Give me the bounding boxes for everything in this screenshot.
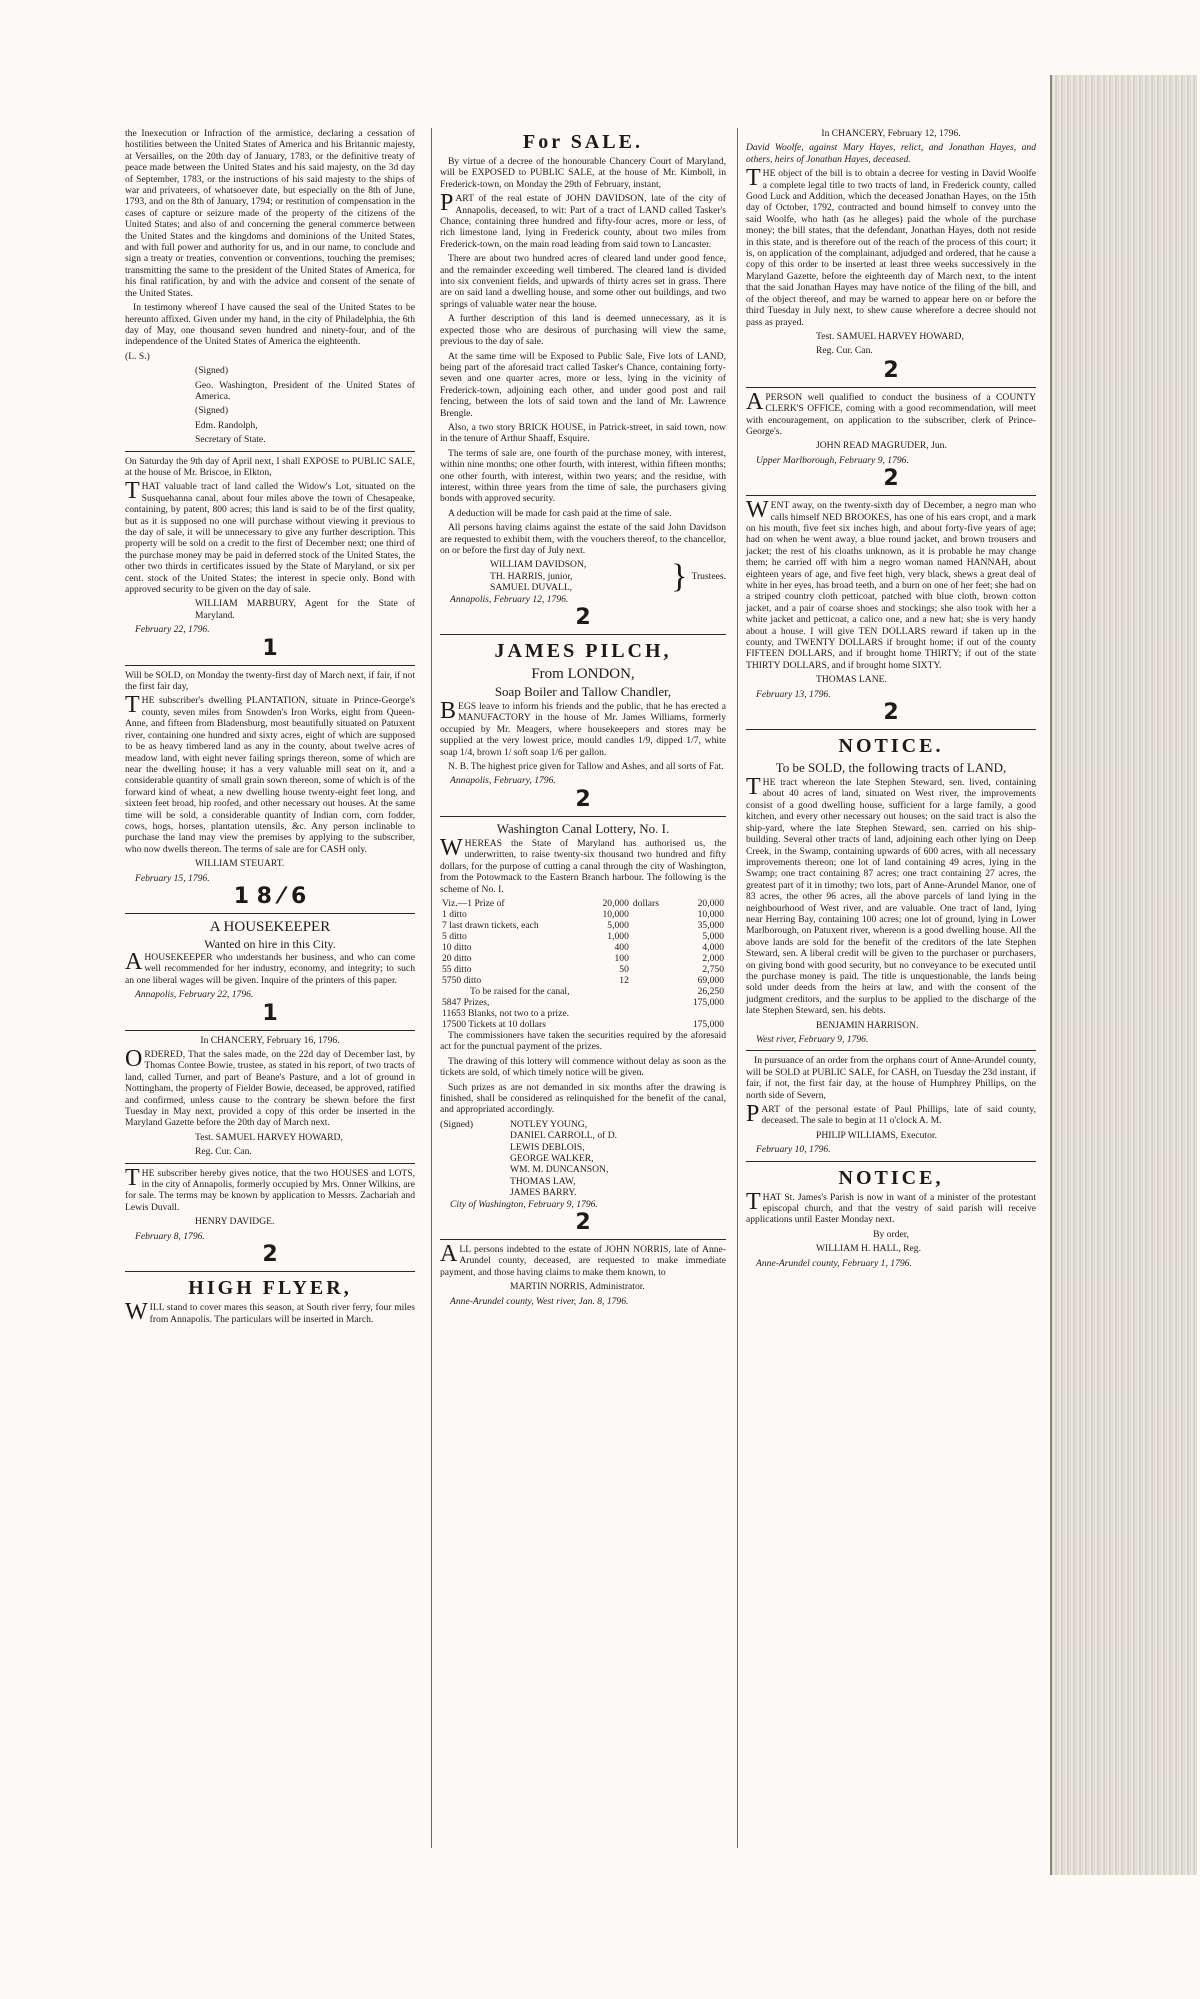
- chancery2-parties: David Woolfe, against Mary Hayes, relict, and Jonathan Hayes, and others, heirs of Jonathan Hayes, deceased.: [746, 142, 1036, 165]
- scheme-each: 12: [619, 974, 629, 986]
- lottery-title: Washington Canal Lottery, No. I.: [496, 820, 670, 836]
- signer-washington: Geo. Washington, President of the United States of America.: [195, 379, 415, 402]
- raised-value: 26,250: [697, 985, 724, 997]
- runaway-signer: THOMAS LANE.: [816, 674, 887, 686]
- notice2-signer: WILLIAM H. HALL, Reg.: [816, 1243, 921, 1255]
- scheme-total: 10,000: [697, 908, 724, 920]
- commissioner-name: GEORGE WALKER,: [510, 1152, 594, 1164]
- lottery-body-2: The commissioners have taken the securities required by the aforesaid act for the punctual payment of the prizes.: [440, 1029, 726, 1053]
- lottery-body: WHEREAS the State of Maryland has authorised us, the underwritten, to raise twenty-six thousand two hundred and fifty dollars, for the purpose of cutting a canal through the city of Washington, from the Potowmack to the Eastern Branch harbour. The following is the scheme of No. I.: [440, 834, 726, 895]
- for-sale-intro: By virtue of a decree of the honourable Chancery Court of Maryland, will be EXPOSED to PUBLIC SALE, at the house of Mr. Kimboll, in Frederick-town, on Monday the 29th of February, instant,: [440, 156, 726, 190]
- ad-housekeeper: [125, 918, 415, 1025]
- scheme-label: 1 ditto: [442, 908, 467, 920]
- scheme-unit: [631, 975, 675, 986]
- orphans-intro: In pursuance of an order from the orphans court of Anne-Arundel county, will be SOLD at PUBLIC SALE, for CASH, on Tuesday the 23d instant, if fair, if not, the first fair day, at the house of Humphrey Phillips, on the north side of Severn,: [746, 1055, 1036, 1101]
- commissioner-name: LEWIS DEBLOIS,: [510, 1141, 585, 1153]
- scheme-each: 400: [614, 941, 629, 953]
- lottery-scheme-row: [440, 909, 726, 920]
- for-sale-body-7: A deduction will be made for cash paid at the time of sale.: [448, 507, 672, 519]
- for-sale-body-5: Also, a two story BRICK HOUSE, in Patrick-street, in said town, now in the tenure of Arthur Shaaff, Esquire.: [440, 421, 726, 445]
- high-flyer-title: HIGH FLYER,: [188, 1277, 352, 1300]
- lottery-scheme-row: [440, 920, 726, 931]
- right-column: [737, 128, 1036, 1848]
- notice1-subtitle: To be SOLD, the following tracts of LAND,: [775, 760, 1007, 776]
- left-column: [125, 128, 415, 1848]
- divider: [125, 913, 415, 914]
- scheme-label: 5 ditto: [442, 930, 467, 942]
- scheme-each: 20,000: [602, 897, 629, 909]
- ad-high-flyer: [125, 1276, 415, 1325]
- ad-notice-steward: [746, 734, 1036, 1045]
- scheme-unit: [631, 953, 675, 964]
- for-sale-body-6: The terms of sale are, one fourth of the purchase money, with interest, within nine months; one other fourth, with interest, within fifteen months; one other fourth, with interest, within two years; and the residue, with interest, within three years from the time of sale, the purchasers giving bonds with approved security.: [440, 447, 726, 505]
- scheme-unit: [631, 942, 675, 953]
- commissioner-name: THOMAS LAW,: [510, 1175, 576, 1187]
- scheme-total: 5,000: [702, 930, 724, 942]
- commissioner-list: [500, 1119, 726, 1199]
- trustee-name: TH. HARRIS, junior,: [490, 570, 573, 582]
- widows-lot-date: February 22, 1796.: [135, 624, 210, 636]
- notice1-signer: BENJAMIN HARRISON.: [816, 1019, 919, 1031]
- norris-date: Anne-Arundel county, West river, Jan. 8, 1796.: [450, 1295, 629, 1307]
- pilch-mark: 2: [575, 786, 591, 812]
- brace-glyph: }: [671, 557, 688, 595]
- widows-lot-intro: On Saturday the 9th day of April next, I shall EXPOSE to PUBLIC SALE, at the house of Mr. Briscoe, in Elkton,: [125, 455, 415, 478]
- prizes-label: 5847 Prizes,: [442, 996, 490, 1008]
- divider: [746, 387, 1036, 388]
- plantation-body: THE subscriber's dwelling PLANTATION, situate in Prince-George's county, seven miles from Snowden's Iron Works, eight from Queen-Anne, and fifteen from Bladensburg, most beautifully situated on Patuxent river, containing one hundred and sixty acres, eight of which are supposed to be as heavy timbered land as any in the county, about twelve acres of meadow land, with eight never failing springs thereon, some of which are near the dwelling house; it has a very valuable mill seat on it, and a considerable quantity of small grain sown thereon, some of which is of the forward kind of wheat, a new dwelling house twenty-eight feet long, and sixteen feet broad, hip roofed, and other necessary out houses. At the same time will be sold, a considerable quantity of Indian corn, corn fodder, cows, hogs, horses, plantation utensils, &c. Any person inclinable to purchase the land may view the premises by applying to the subscriber, who now dwells thereon. The terms of sale are for CASH only.: [125, 692, 415, 855]
- scheme-total: 2,000: [702, 952, 724, 964]
- lottery-scheme-row: [440, 931, 726, 942]
- trustees-label: Trustees.: [691, 570, 726, 582]
- scheme-label: 55 ditto: [442, 963, 472, 975]
- scheme-each: 1,000: [607, 930, 629, 942]
- for-sale-body-3: A further description of this land is deemed unnecessary, as it is expected those who are desirous of purchasing will view the same, previous to the day of sale.: [440, 313, 726, 348]
- divider: [440, 634, 726, 635]
- lottery-prizes-row: [440, 997, 726, 1008]
- pilch-nb: N. B. The highest price given for Tallow and Ashes, and all sorts of Fat.: [448, 761, 724, 773]
- scheme-unit: [631, 909, 675, 920]
- scheme-each: 5,000: [607, 919, 629, 931]
- commissioner-name: NOTLEY YOUNG,: [510, 1118, 588, 1130]
- housekeeper-subtitle: Wanted on hire in this City.: [204, 936, 336, 951]
- lottery-scheme-row: [440, 942, 726, 953]
- for-sale-body-8: All persons having claims against the estate of the said John Davidson are requested to exhibit them, with the vouchers thereof, to the chancellor, on or before the first day of July next.: [440, 522, 726, 556]
- runaway-body: WENT away, on the twenty-sixth day of December, a negro man who calls himself NED BROOKES, has one of his ears cropt, and a mark on his mouth, five feet six inches high, and about forty-five years of age; had on when he went away, a blue round jacket, and brown trousers and jacket; the rest of his cloaths unknown, as it is probable he may change them; he carried off with him a negro woman named HANNAH, about eighteen years of age, and five feet high, very black, shews a great deal of white in her eyes, has broad teeth, and a burn on one of her feet; she had on a striped country cloth petticoat, patched with blue cloth, brown cotton jacket, and a pair of coarse shoes and stockings; she also took with her a white jacket and petticoat, a calico one, and a new hat; she is very handy about a house. I will give TEN DOLLARS reward if taken up in the county, and TWENTY DOLLARS if brought home; if out of the county FIFTEEN DOLLARS, and if brought home THIRTY; if out of the state THIRTY DOLLARS, and if brought home SIXTY.: [746, 497, 1036, 671]
- chancery1-body: ORDERED, That the sales made, on the 22d day of December last, by Thomas Contee Bowie, trustee, as stated in his report, of two tracts of land, called Turner, and part of Beane's Pasture, and a lot of ground in Nottingham, the property of Fielder Bowie, deceased, be approved, ratified and confirmed, unless cause to the contrary be shewn before the first Tuesday in May next, provided a copy of this order be inserted in the Maryland Gazette before the 20th day of March next.: [125, 1046, 415, 1129]
- clerk-mark: 2: [883, 466, 899, 492]
- pilch-date: Annapolis, February, 1796.: [450, 775, 556, 787]
- scheme-total: 69,000: [697, 974, 724, 986]
- orphans-date: February 10, 1796.: [756, 1144, 831, 1156]
- chancery1-signer: Test. SAMUEL HARVEY HOWARD,: [195, 1131, 343, 1143]
- scheme-total: 35,000: [697, 919, 724, 931]
- commissioner-name: JAMES BARRY.: [510, 1187, 577, 1199]
- prizes-total: 175,000: [692, 996, 724, 1008]
- commissioners-block: [440, 1119, 726, 1199]
- raised-label: To be raised for the canal,: [470, 985, 570, 997]
- housekeeper-body: AHOUSEKEEPER who understands her business, and who can come well recommended for her industry, economy, and integrity; to such an one liberal wages will be given. Inquire of the printers of this paper.: [125, 948, 415, 986]
- trustee-name: WILLIAM DAVIDSON,: [490, 559, 587, 571]
- scheme-label: 5750 ditto: [442, 974, 482, 986]
- plantation-date: February 15, 1796.: [135, 872, 210, 884]
- ad-chancery-bowie: [125, 1035, 415, 1158]
- lottery-body-4: Such prizes as are not demanded in six months after the drawing is finished, shall be considered as relinquished for the benefit of the canal, and appropriated accordingly.: [440, 1081, 726, 1116]
- lottery-scheme-row: [440, 964, 726, 975]
- chancery2-signer-title: Reg. Cur. Can.: [816, 345, 873, 357]
- lottery-blanks-row: [440, 1008, 726, 1019]
- pilch-title: JAMES PILCH,: [494, 640, 672, 663]
- lottery-scheme-row: [440, 953, 726, 964]
- chancery2-mark: 2: [883, 357, 899, 383]
- ad-canal-lottery: [440, 821, 726, 1234]
- ad-houses-lots: [125, 1164, 415, 1268]
- notice1-title: NOTICE.: [838, 735, 944, 758]
- lottery-body-3: The drawing of this lottery will commence without delay as soon as the tickets are sold, of which timely notice will be given.: [440, 1055, 726, 1079]
- lottery-tickets-row: [440, 1019, 726, 1030]
- middle-column: [431, 128, 726, 1848]
- divider: [125, 1271, 415, 1272]
- widows-lot-body: THAT valuable tract of land called the Widow's Lot, situated on the Susquehanna canal, about four miles above the town of Chesapeake, containing, by patent, 800 acres; this land is said to be of the first quality, but as it is supposed no one will purchase without viewing it previous to the day of sale, it will be unnecessary to give any further description. This property will be sold on a credit to the first of December next; one third of the purchase money may be paid in deferred stock of the United States, the other two thirds in certificates issued by the State of Maryland, or six per cent. stock of the United States; the interest in specie only. Bond with approved security to be given on the day of sale.: [125, 478, 415, 596]
- houses-lots-signer: HENRY DAVIDGE.: [195, 1216, 275, 1228]
- runaway-mark: 2: [883, 700, 899, 726]
- lottery-scheme-table: [440, 898, 726, 1030]
- ad-widows-lot: [125, 456, 415, 660]
- notice2-title: NOTICE,: [838, 1166, 944, 1189]
- ad-notice-st-james: [746, 1166, 1036, 1269]
- chancery2-body: THE object of the bill is to obtain a decree for vesting in David Woolfe a complete legal title to two tracts of land, in Frederick county, called Good Luck and Addition, which the deceased Jonathan Hayes, on the 15th day of October, 1792, contracted and bound himself to convey unto the said Woolfe, who hath (as he alleges) paid the whole of the purchase money; the bill states, that the defendant, Jonathan Hayes, doth not reside in this state, and is therefore out of the reach of the process of this court; it is, on application of the complainant, adjudged and ordered, that he cause a copy of this order to be inserted at least three weeks successively in the Maryland Gazette, before the eighteenth day of March next, to the intent that the said Jonathan Hayes may have notice of the filing of the bill, and of the object thereof, and may be warned to appear here on or before the third Tuesday in July next, to shew cause wherefore a decree should not pass as prayed.: [746, 165, 1036, 328]
- divider: [125, 665, 415, 666]
- ad-norris-estate: [440, 1241, 726, 1307]
- trustee-name: SAMUEL DUVALL,: [490, 582, 573, 594]
- chancery1-heading: In CHANCERY, February 16, 1796.: [200, 1034, 340, 1046]
- commissioner-name: WM. M. DUNCANSON,: [510, 1164, 609, 1176]
- seal-mark: (L. S.): [125, 350, 150, 362]
- proclamation-testimony: In testimony whereof I have caused the seal of the United States to be hereunto affixed. Given under my hand, in the city of Philadelphia, the 6th day of May, one thousand seven hundred and ninety-four, and of the independence of the United States of America the eighteenth.: [125, 302, 415, 348]
- scheme-unit: [631, 964, 675, 975]
- for-sale-mark: 2: [575, 605, 591, 631]
- scheme-each: 100: [614, 952, 629, 964]
- scheme-label: 20 ditto: [442, 952, 472, 964]
- divider: [746, 495, 1036, 496]
- newspaper-page: [125, 128, 1045, 1848]
- plantation-mark: 1 8 ⁄ 6: [233, 883, 307, 909]
- widows-lot-mark: 1: [262, 635, 278, 661]
- divider: [440, 816, 726, 817]
- ad-orphans-court: [746, 1055, 1036, 1155]
- scheme-label: 7 last drawn tickets, each: [442, 919, 539, 931]
- scheme-each: 10,000: [602, 908, 629, 920]
- for-sale-date: Annapolis, February 12, 1796.: [450, 593, 569, 605]
- pilch-body: BEGS leave to inform his friends and the public, that he has erected a MANUFACTORY in the house of Mr. James Williams, formerly occupied by Mr. Meagers, where housekeepers and stores may be supplied at the very lowest price, mould candles 1/9, dipped 1/7, white soap 1/4, brown 1/ soft soap 1/6 per gallon.: [440, 698, 726, 758]
- commissioner-name: DANIEL CARROLL, of D.: [510, 1130, 618, 1142]
- divider: [125, 1030, 415, 1031]
- notice2-by-order: By order,: [873, 1228, 909, 1240]
- for-sale-body-1: PART of the real estate of JOHN DAVIDSON, late of the city of Annapolis, deceased, to wit: Part of a tract of LAND called Tasker's Chance, containing three hundred and fifty-four acres, more or less, of rich limestone land, lying in Frederick county, about two miles from Frederick-town, on the main road leading from said town to Lancaster.: [440, 190, 726, 250]
- notice2-body: THAT St. James's Parish is now in want of a minister of the protestant episcopal church, and that the vestry of said parish will receive applications until Easter Monday next.: [746, 1188, 1036, 1226]
- clerk-body: APERSON well qualified to conduct the business of a COUNTY CLERK'S OFFICE, coming with a good recommendation, will meet with encouragement, on application to the subscriber, clerk of Prince-George's.: [746, 388, 1036, 437]
- runaway-date: February 13, 1796.: [756, 688, 831, 700]
- lottery-date: City of Washington, February 9, 1796.: [450, 1198, 598, 1210]
- book-binding-edge: [1050, 75, 1197, 1875]
- for-sale-title: For SALE.: [523, 131, 643, 153]
- plantation-intro: Will be SOLD, on Monday the twenty-first day of March next, if fair, if not the first fair day,: [125, 669, 415, 693]
- norris-body: ALL persons indebted to the estate of JOHN NORRIS, late of Anne-Arundel county, deceased, are requested to make immediate payment, and those having claims to make them known, to: [440, 1241, 726, 1278]
- divider: [746, 1050, 1036, 1051]
- divider: [746, 729, 1036, 730]
- scheme-unit: dollars: [632, 897, 659, 909]
- pilch-subtitle: From LONDON,: [531, 666, 635, 683]
- chancery1-signer-title: Reg. Cur. Can.: [195, 1146, 252, 1158]
- signed-label-2: (Signed): [195, 405, 229, 417]
- orphans-signer: PHILIP WILLIAMS, Executor.: [816, 1129, 937, 1141]
- orphans-body: PART of the personal estate of Paul Phillips, late of said county, deceased. The sale to begin at 11 o'clock A. M.: [746, 1101, 1036, 1128]
- ad-runaway: [746, 497, 1036, 726]
- high-flyer-body: WILL stand to cover mares this season, at South river ferry, four miles from Annapolis. The particulars will be inserted in March.: [125, 1299, 415, 1326]
- ad-chancery-woolfe: [746, 128, 1036, 382]
- clerk-date: Upper Marlborough, February 9, 1796.: [756, 454, 909, 466]
- scheme-label: 10 ditto: [442, 941, 472, 953]
- clerk-signer: JOHN READ MAGRUDER, Jun.: [816, 440, 947, 452]
- divider: [125, 1163, 415, 1164]
- housekeeper-title: A HOUSEKEEPER: [209, 918, 331, 935]
- houses-lots-mark: 2: [262, 1242, 278, 1268]
- ad-plantation: [125, 670, 415, 908]
- proclamation-text: the Inexecution or Infraction of the armistice, declaring a cessation of hostilities between the United States of America and his Britannic majesty, at Versailles, on the 20th day of January, 1783, or the definitive treaty of peace made between the United States and his said majesty, on the 3d day of September, 1783, or the instructions of his said majesty to the ships of war and privateers, of whatsoever date, but especially on the 8th of June, 1793, and on the 8th of January, 1794; or restitution of compensation in the cases of capture or seizure made of the property of the citizens of the United States; and also of and concerning the general commerce between the United States and the kingdoms and dominions of the United States, and with full power and authority for us, and in our name, to conclude and sign a treaty or treaties, convention or conventions, touching the premises; transmitting the same to the president of the United States of America, for his final ratification, by and with the advice and consent of the senate of the United States.: [125, 128, 415, 299]
- trustees-block: [440, 559, 726, 593]
- houses-lots-body: THE subscriber hereby gives notice, that the two HOUSES and LOTS, in the city of Annapolis, formerly occupied by Mrs. Onner Wilkins, are for sale. The terms may be known by application to Messrs. Zachariah and Lewis Duvall.: [125, 1164, 415, 1213]
- scheme-total: 20,000: [697, 897, 724, 909]
- signer-randolph-title: Secretary of State.: [195, 434, 266, 446]
- tickets-label: 17500 Tickets at 10 dollars: [442, 1018, 546, 1030]
- widows-lot-signer: WILLIAM MARBURY, Agent for the State of Maryland.: [195, 598, 415, 621]
- scheme-each: 50: [619, 963, 629, 975]
- scheme-unit: [631, 920, 675, 931]
- divider: [440, 1239, 726, 1240]
- chancery2-signer: Test. SAMUEL HARVEY HOWARD,: [816, 330, 964, 342]
- housekeeper-date: Annapolis, February 22, 1796.: [135, 989, 254, 1001]
- lottery-mark: 2: [575, 1210, 591, 1235]
- houses-lots-date: February 8, 1796.: [135, 1230, 205, 1242]
- signed-label: (Signed): [440, 1118, 474, 1130]
- ad-county-clerk: [746, 388, 1036, 492]
- notice1-body: THE tract whereon the late Stephen Steward, sen. lived, containing about 40 acres of land, situated on West river, the improvements consist of a good dwelling house, sufficient for a large family, a good kitchen, and every other necessary out houses; on the said tract is also the ship-yard, where the late Stephen Steward, sen. carried on his ship-building. Several other tracts of land, adjoining each other lying on Deep Creek, in the Swamp, containing upwards of 600 acres, with all necessary improvements thereon; one lot of land containing 49 acres, lying in the Swamp; one tract containing 87 acres; one tract containing 27 acres, the greatest part of it in timothy; two lots, part of Anne-Arundel Manor, one of 83 acres, the other 96 acres, all the above parcels of land lying in the neighbourhood of West river, and are valuable. One tract of land, lying near Herring Bay, containing 100 acres; one lot of ground, lying in Lower Marlborough, on Patuxent river, whereon is a good dwelling house. All the above lands are sold for the benefit of the creditors of the late Stephen Steward, sen. A liberal credit will be given to the purchaser or purchasers, on giving bond with good security, but no conveyance to be executed until the purchase money is paid. The title is unquestionable, the lands being sold under deeds from the heirs at law, and with the consent of the judgment creditors, and the surplus to be applied to the discharge of the late Stephen Steward, sen. his debts.: [746, 774, 1036, 1017]
- ad-james-pilch: [440, 639, 726, 811]
- lottery-scheme-row: [440, 975, 726, 986]
- lottery-raised-row: [440, 986, 726, 997]
- divider: [746, 1161, 1036, 1162]
- scheme-unit: [631, 931, 675, 942]
- chancery2-heading: In CHANCERY, February 12, 1796.: [821, 128, 961, 139]
- scheme-label: Viz.—1 Prize of: [442, 897, 505, 909]
- signer-randolph: Edm. Randolph,: [195, 419, 258, 431]
- tickets-total: 175,000: [692, 1018, 724, 1030]
- pilch-subtitle-2: Soap Boiler and Tallow Chandler,: [494, 684, 672, 700]
- for-sale-body-4: At the same time will be Exposed to Public Sale, Five lots of LAND, being part of the aforesaid tract called Tasker's Chance, containing forty-seven and one quarter acres, more or less, lying in the vicinity of Frederick-town, adjoining each other, and under good post and rail fencing, between the lots of said town and the land of Mr. Lawrence Brengle.: [440, 350, 726, 419]
- norris-signer: MARTIN NORRIS, Administrator.: [510, 1281, 645, 1293]
- notice1-date: West river, February 9, 1796.: [756, 1034, 869, 1045]
- signed-label-1: (Signed): [195, 365, 229, 377]
- proclamation: [125, 128, 415, 446]
- blanks-label: 11653 Blanks, not two to a prize.: [442, 1007, 570, 1019]
- plantation-signer: WILLIAM STEUART.: [195, 858, 285, 870]
- for-sale-body-2: There are about two hundred acres of cleared land under good fence, and the remainder exceeding well timbered. The cleared land is divided into six convenient fields, and upwards of thirty acres set in grass. There are on said land a dwelling house, and some other out buildings, and two springs of valuable water near the house.: [440, 253, 726, 310]
- notice2-date: Anne-Arundel county, February 1, 1796.: [756, 1257, 912, 1269]
- scheme-total: 4,000: [702, 941, 724, 953]
- ad-for-sale-davidson: [440, 130, 726, 629]
- scheme-total: 2,750: [702, 963, 724, 975]
- housekeeper-mark: 1: [262, 1000, 278, 1026]
- lottery-scheme-row: [440, 898, 726, 909]
- divider: [125, 451, 415, 452]
